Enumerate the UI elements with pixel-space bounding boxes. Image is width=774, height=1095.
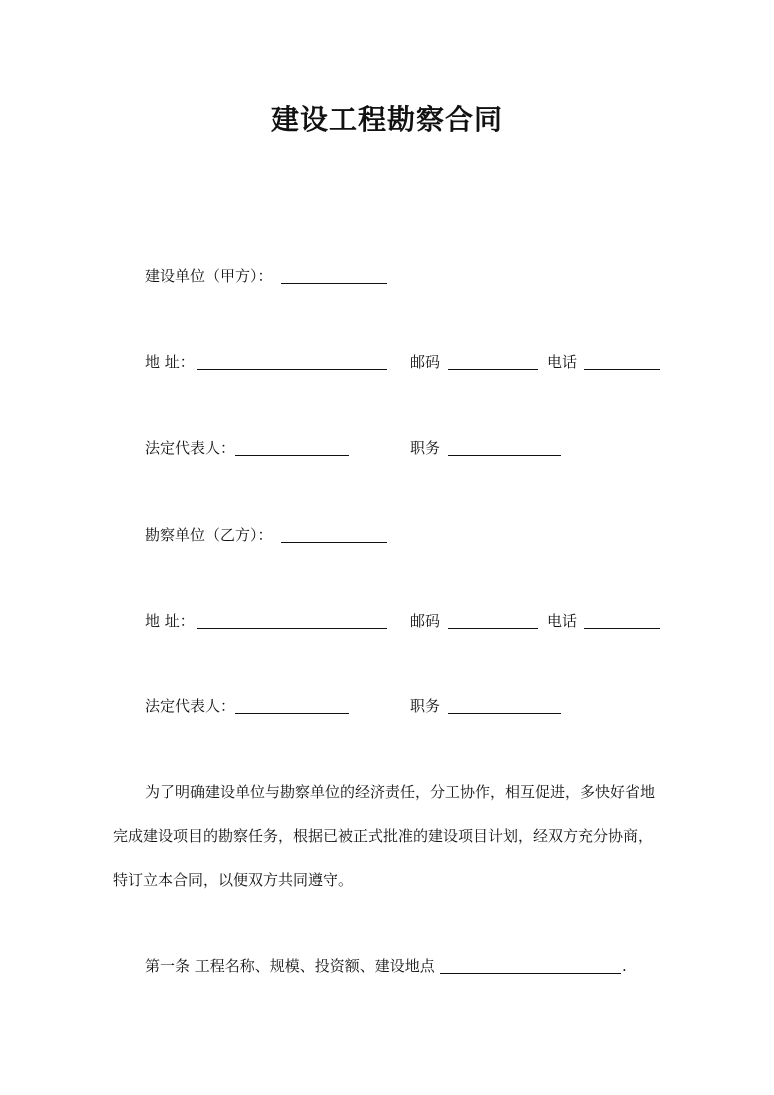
article-1-blank[interactable] <box>440 973 621 974</box>
party-b-rep-label: 法定代表人： <box>145 697 236 715</box>
party-a-address-label: 地 址： <box>145 353 195 371</box>
party-a-postcode-label: 邮码 <box>410 353 441 371</box>
party-a-address-blank[interactable] <box>197 369 387 370</box>
party-b-phone-label: 电话 <box>547 612 578 630</box>
party-b-phone-blank[interactable] <box>584 628 660 629</box>
party-a-postcode-blank[interactable] <box>448 369 538 370</box>
party-a-phone-label: 电话 <box>547 353 578 371</box>
party-a-unit-blank[interactable] <box>281 283 387 284</box>
party-a-position-blank[interactable] <box>448 455 561 456</box>
party-a-rep-label: 法定代表人： <box>145 439 236 457</box>
party-b-unit-label: 勘察单位（乙方）： <box>145 526 273 544</box>
party-a-unit-label: 建设单位（甲方）： <box>145 267 273 285</box>
preamble-line-1: 为了明确建设单位与勘察单位的经济责任，分工协作，相互促进，多快好省地 <box>145 783 656 801</box>
party-a-rep-blank[interactable] <box>235 455 349 456</box>
party-a-position-label: 职务 <box>410 439 441 457</box>
party-a-phone-blank[interactable] <box>584 369 660 370</box>
party-b-address-blank[interactable] <box>197 628 387 629</box>
article-1-end-mark: . <box>622 957 627 975</box>
preamble-line-2: 完成建设项目的勘察任务，根据已被正式批准的建设项目计划，经双方充分协商， <box>113 827 654 845</box>
party-b-postcode-label: 邮码 <box>410 612 441 630</box>
party-b-position-blank[interactable] <box>448 713 561 714</box>
party-b-address-label: 地 址： <box>145 612 195 630</box>
party-b-rep-blank[interactable] <box>235 713 349 714</box>
party-b-postcode-blank[interactable] <box>448 628 538 629</box>
document-title: 建设工程勘察合同 <box>270 103 503 136</box>
article-1-label: 第一条 工程名称、规模、投资额、建设地点 <box>145 957 435 975</box>
preamble-line-3: 特订立本合同，以便双方共同遵守。 <box>113 871 354 889</box>
party-b-position-label: 职务 <box>410 697 441 715</box>
preamble-paragraph <box>113 770 673 902</box>
party-b-unit-blank[interactable] <box>281 542 387 543</box>
